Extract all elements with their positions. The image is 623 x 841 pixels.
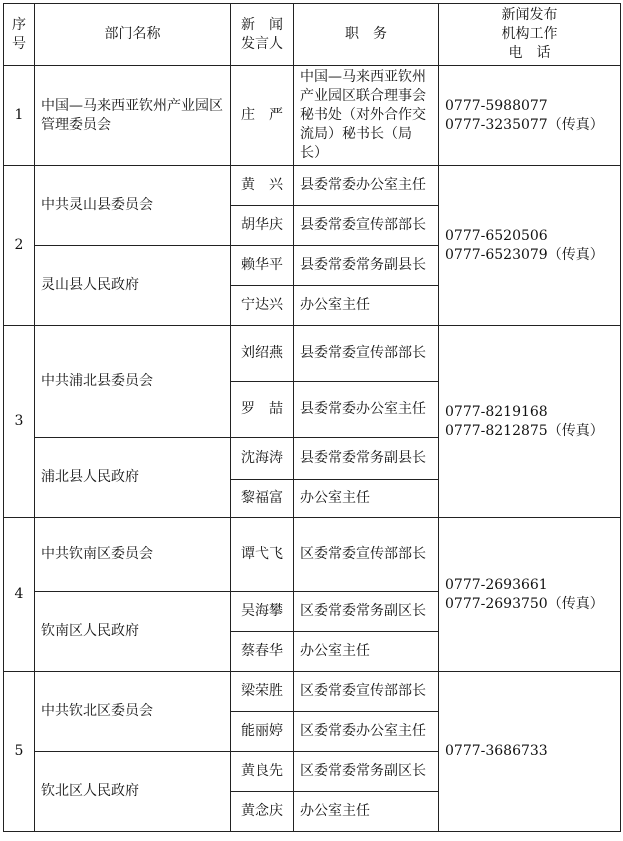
seq-cell: 5 xyxy=(4,672,35,832)
dept-cell: 中共钦北区委员会 xyxy=(35,672,231,752)
duty-cell: 县委常委常务副县长 xyxy=(294,246,439,286)
dept-cell: 浦北县人民政府 xyxy=(35,438,231,518)
phone-line: 0777-6523079（传真） xyxy=(445,246,604,263)
table-row xyxy=(4,166,621,206)
phone-line: 0777-5988077 xyxy=(445,97,548,114)
header-phone: 新闻发布 机构工作 电 话 xyxy=(439,4,621,66)
speaker-name-cell: 蔡春华 xyxy=(231,632,294,672)
seq-cell: 2 xyxy=(4,166,35,326)
speaker-name-cell: 黄良先 xyxy=(231,752,294,792)
header-speaker: 新 闻 发言人 xyxy=(231,4,294,66)
speaker-name-cell: 罗 喆 xyxy=(231,382,294,438)
duty-cell: 区委常委常务副区长 xyxy=(294,752,439,792)
phone-line: 0777-8219168 xyxy=(445,403,548,420)
dept-cell: 钦北区人民政府 xyxy=(35,752,231,832)
speaker-name-cell: 黄念庆 xyxy=(231,792,294,832)
speaker-name-cell: 庄 严 xyxy=(231,66,294,166)
table-row xyxy=(4,326,621,382)
seq-cell: 3 xyxy=(4,326,35,518)
phone-line: 0777-2693661 xyxy=(445,576,548,593)
phone-cell xyxy=(439,518,621,672)
header-seq: 序 号 xyxy=(4,4,35,66)
dept-cell: 灵山县人民政府 xyxy=(35,246,231,326)
table-row xyxy=(4,672,621,712)
duty-cell: 办公室主任 xyxy=(294,286,439,326)
duty-cell: 区委常委宣传部部长 xyxy=(294,518,439,592)
table-row xyxy=(4,66,621,166)
table-row xyxy=(4,518,621,592)
speaker-name-cell: 胡华庆 xyxy=(231,206,294,246)
seq-cell: 1 xyxy=(4,66,35,166)
phone-cell xyxy=(439,66,621,166)
speaker-name-cell: 黄 兴 xyxy=(231,166,294,206)
duty-cell: 中国—马来西亚钦州产业园区联合理事会秘书处（对外合作交流局）秘书长（局长） xyxy=(294,66,439,166)
dept-cell: 中共钦南区委员会 xyxy=(35,518,231,592)
duty-cell: 区委常委宣传部部长 xyxy=(294,672,439,712)
dept-cell: 中共灵山县委员会 xyxy=(35,166,231,246)
duty-cell: 县委常委宣传部部长 xyxy=(294,326,439,382)
spokesperson-table xyxy=(3,3,621,832)
duty-cell: 区委常委办公室主任 xyxy=(294,712,439,752)
duty-cell: 县委常委常务副县长 xyxy=(294,438,439,480)
phone-line: 0777-2693750（传真） xyxy=(445,595,604,612)
phone-line: 0777-3686733 xyxy=(445,743,548,759)
speaker-name-cell: 吴海攀 xyxy=(231,592,294,632)
speaker-name-cell: 梁荣胜 xyxy=(231,672,294,712)
phone-cell xyxy=(439,166,621,326)
speaker-name-cell: 宁达兴 xyxy=(231,286,294,326)
speaker-name-cell: 赖华平 xyxy=(231,246,294,286)
duty-cell: 县委常委办公室主任 xyxy=(294,382,439,438)
phone-cell xyxy=(439,672,621,832)
speaker-name-cell: 能丽婷 xyxy=(231,712,294,752)
header-dept: 部门名称 xyxy=(35,4,231,66)
phone-line: 0777-3235077（传真） xyxy=(445,116,604,133)
header-duty: 职 务 xyxy=(294,4,439,66)
speaker-name-cell: 刘绍燕 xyxy=(231,326,294,382)
duty-cell: 区委常委常务副区长 xyxy=(294,592,439,632)
duty-cell: 办公室主任 xyxy=(294,480,439,518)
speaker-name-cell: 谭弋飞 xyxy=(231,518,294,592)
phone-line: 0777-8212875（传真） xyxy=(445,422,604,439)
dept-cell: 钦南区人民政府 xyxy=(35,592,231,672)
speaker-name-cell: 黎福富 xyxy=(231,480,294,518)
duty-cell: 县委常委办公室主任 xyxy=(294,166,439,206)
table-body xyxy=(4,66,621,832)
phone-line: 0777-6520506 xyxy=(445,227,548,244)
dept-cell: 中国—马来西亚钦州产业园区管理委员会 xyxy=(35,66,231,166)
seq-cell: 4 xyxy=(4,518,35,672)
duty-cell: 办公室主任 xyxy=(294,632,439,672)
duty-cell: 办公室主任 xyxy=(294,792,439,832)
dept-cell: 中共浦北县委员会 xyxy=(35,326,231,438)
header-row xyxy=(4,4,621,66)
duty-cell: 县委常委宣传部部长 xyxy=(294,206,439,246)
speaker-name-cell: 沈海涛 xyxy=(231,438,294,480)
phone-cell xyxy=(439,326,621,518)
